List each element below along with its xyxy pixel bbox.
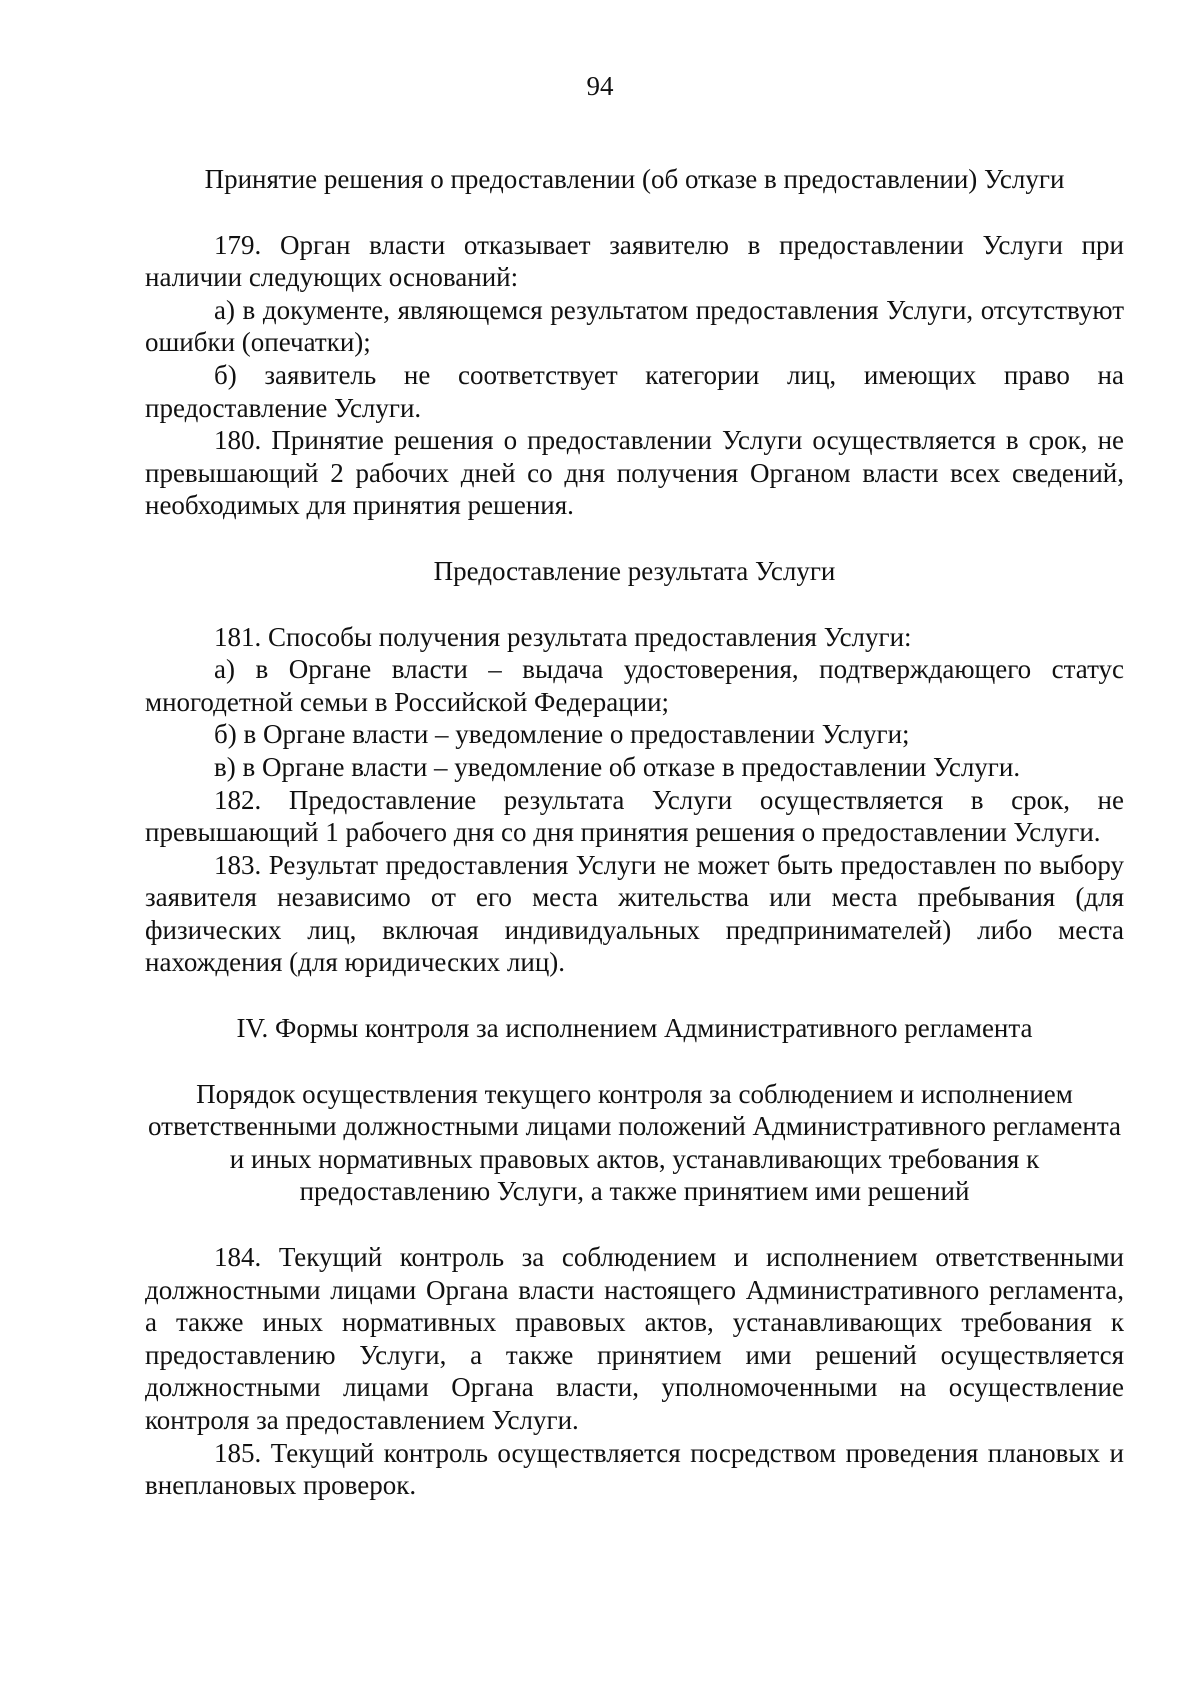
paragraph-181-b: б) в Органе власти – уведомление о предоставлении Услуги; — [214, 719, 910, 750]
paragraph-182: 182. Предоставление результата Услуги осуществляется в срок, не превышающий 1 рабочего дня со дня принятия решения о предоставлении Услуги. — [145, 784, 1124, 848]
paragraph-179-b: б) заявитель не соответствует категории лиц, имеющих право на предоставление Услуги. — [145, 359, 1124, 423]
paragraph-184: 184. Текущий контроль за соблюдением и исполнением ответственными должностными лицами Органа власти настоящего Административного регламента, а также иных нормативных правовых актов, устанавливающих требования к предоставлению Услуги, а также принятием ими решений осуществляется должностными лицами Органа власти, уполномоченными на осуществление контроля за предоставлением Услуги. — [145, 1242, 1124, 1435]
paragraph-181-c: в) в Органе власти – уведомление об отказе в предоставлении Услуги. — [214, 751, 1021, 782]
section-heading-result: Предоставление результата Услуги — [433, 555, 836, 586]
chapter-heading-control: IV. Формы контроля за исполнением Административного регламента — [236, 1013, 1033, 1044]
paragraph-179-a: а) в документе, являющемся результатом предоставления Услуги, отсутствуют ошибки (опечатки); — [145, 294, 1124, 358]
section-heading-current-control: Порядок осуществления текущего контроля за соблюдением и исполнением ответственными должностными лицами положений Административного регламента и иных нормативных правовых актов, устанавливающих требования к предоставлению Услуги, а также принятием ими решений — [148, 1078, 1121, 1207]
paragraph-181: 181. Способы получения результата предоставления Услуги: — [214, 621, 912, 652]
section-heading-decision: Принятие решения о предоставлении (об отказе в предоставлении) Услуги — [204, 164, 1065, 194]
paragraph-179: 179. Орган власти отказывает заявителю в предоставлении Услуги при наличии следующих оснований: — [145, 229, 1124, 293]
paragraph-185: 185. Текущий контроль осуществляется посредством проведения плановых и внеплановых проверок. — [145, 1437, 1124, 1501]
paragraph-183: 183. Результат предоставления Услуги не может быть предоставлен по выбору заявителя независимо от его места жительства или места пребывания (для физических лиц, включая индивидуальных предпринимателей) либо места нахождения (для юридических лиц). — [145, 849, 1124, 978]
paragraph-180: 180. Принятие решения о предоставлении Услуги осуществляется в срок, не превышающий 2 рабочих дней со дня получения Органом власти всех сведений, необходимых для принятия решения. — [145, 425, 1124, 521]
document-body — [145, 163, 1124, 1502]
paragraph-181-a: а) в Органе власти – выдача удостоверения, подтверждающего статус многодетной семьи в Российской Федерации; — [145, 654, 1124, 717]
page-number: 94 — [586, 71, 614, 101]
